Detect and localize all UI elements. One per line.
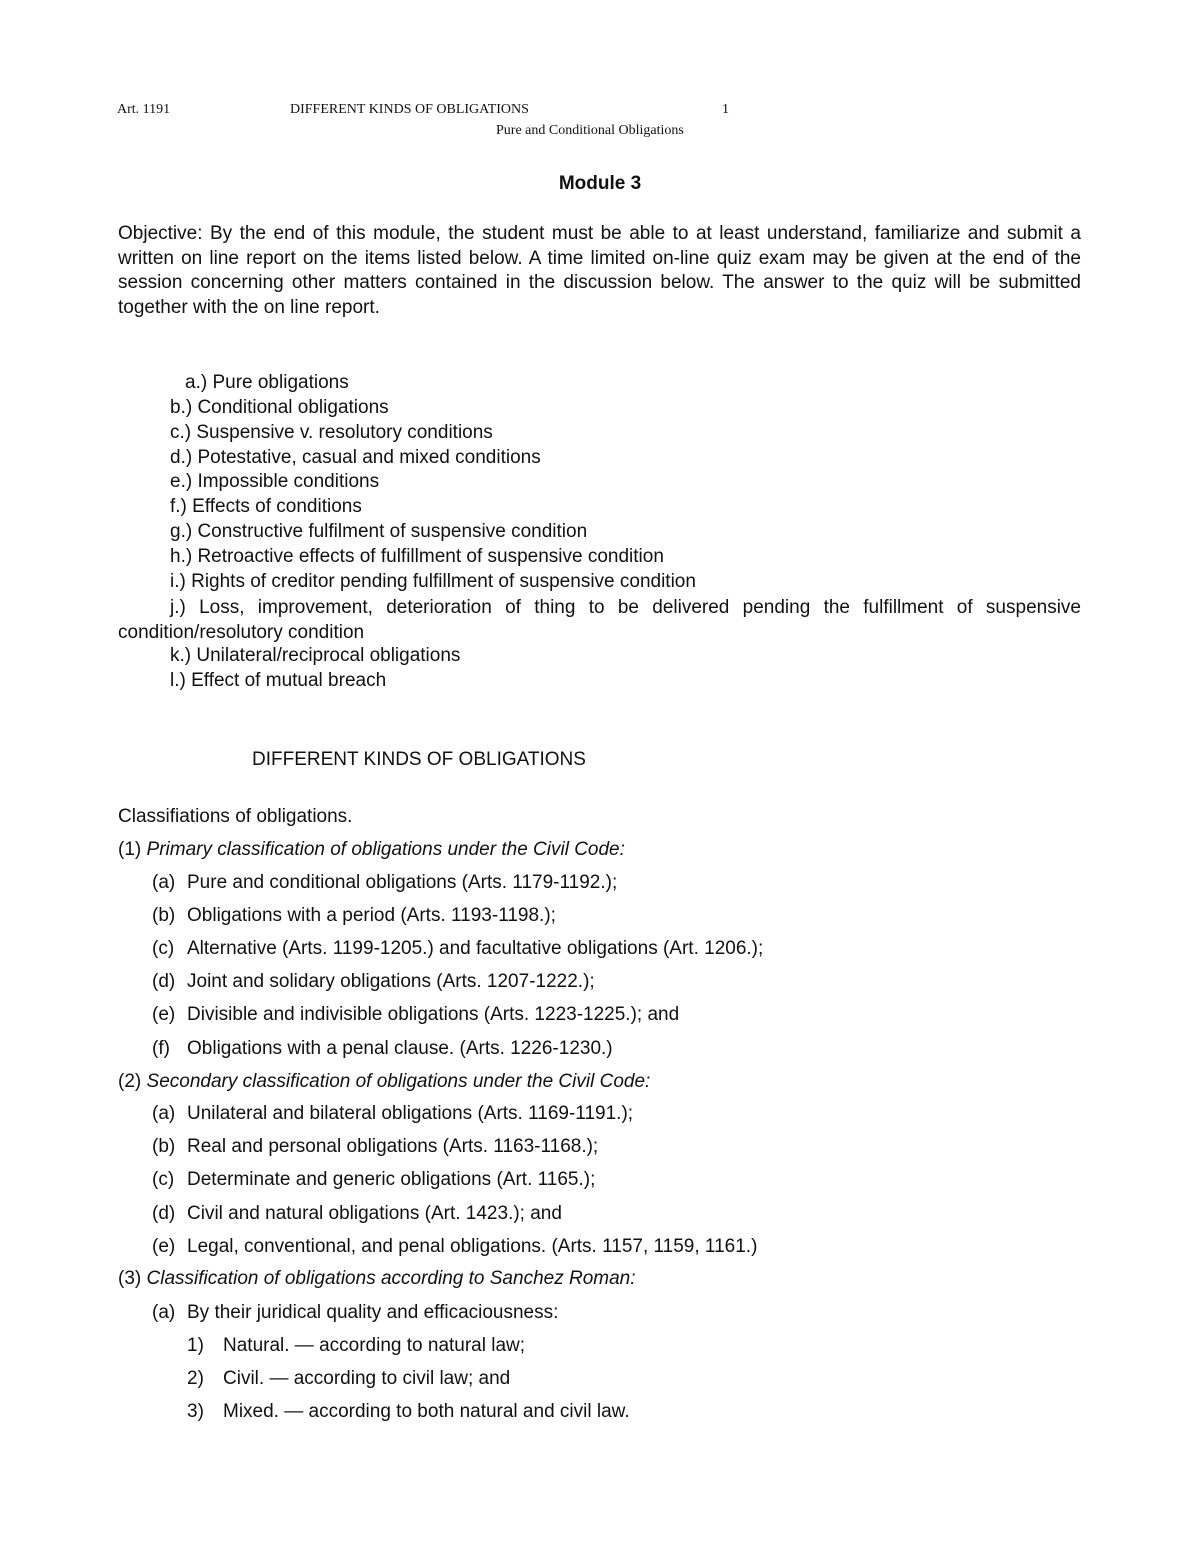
topic-item: b.) Conditional obligations xyxy=(170,397,389,418)
section-heading: DIFFERENT KINDS OF OBLIGATIONS xyxy=(252,749,586,770)
topic-item: i.) Rights of creditor pending fulfillment of suspensive condition xyxy=(170,571,696,592)
classification-heading xyxy=(118,1071,650,1093)
list-item: (c) Alternative (Arts. 1199-1205.) and facultative obligations (Art. 1206.); xyxy=(152,938,764,959)
list-item: (d) Civil and natural obligations (Art. 1423.); and xyxy=(152,1203,562,1224)
classification-number: (1) xyxy=(118,839,142,860)
header-article: Art. 1191 xyxy=(117,102,171,117)
list-item: (e) Legal, conventional, and penal obligations. (Arts. 1157, 1159, 1161.) xyxy=(152,1236,758,1257)
header-page-number: 1 xyxy=(722,102,729,117)
list-item: (a) By their juridical quality and efficaciousness: xyxy=(152,1302,559,1323)
list-item: (e) Divisible and indivisible obligations (Arts. 1223-1225.); and xyxy=(152,1004,680,1025)
objective-paragraph: Objective: By the end of this module, the student must be able to at least understand, familiarize and submit a written on line report on the items listed below. A time limited on-line quiz exam may be given at the end of the session concerning other matters contained in the discussion below. The answer to the quiz will be submitted together with the on line report. xyxy=(118,223,1081,318)
topic-item: k.) Unilateral/reciprocal obligations xyxy=(170,645,461,666)
classification-heading xyxy=(118,1268,636,1290)
classification-heading xyxy=(118,839,625,861)
classification-title: Secondary classification of obligations under the Civil Code: xyxy=(146,1071,651,1092)
sub-list-item: 3) Mixed. — according to both natural and civil law. xyxy=(187,1401,630,1422)
topic-item: j.) Loss, improvement, deterioration of thing to be delivered pending the fulfillment of suspensive condition/resolutory condition xyxy=(118,597,1081,643)
topic-item: l.) Effect of mutual breach xyxy=(170,670,387,691)
list-item: (a) Pure and conditional obligations (Arts. 1179-1192.); xyxy=(152,872,618,893)
topic-item: f.) Effects of conditions xyxy=(170,496,362,517)
sub-list-item: 2) Civil. — according to civil law; and xyxy=(187,1368,511,1389)
classification-number: (2) xyxy=(118,1071,142,1092)
list-item: (f) Obligations with a penal clause. (Arts. 1226-1230.) xyxy=(152,1038,613,1059)
topic-item: g.) Constructive fulfilment of suspensive condition xyxy=(170,521,588,542)
list-item: (a) Unilateral and bilateral obligations (Arts. 1169-1191.); xyxy=(152,1103,634,1124)
topic-item: h.) Retroactive effects of fulfillment of suspensive condition xyxy=(170,546,664,567)
classification-number: (3) xyxy=(118,1268,142,1289)
header-subtitle: Pure and Conditional Obligations xyxy=(496,123,684,138)
topic-item: a.) Pure obligations xyxy=(185,372,349,393)
list-item: (b) Obligations with a period (Arts. 1193-1198.); xyxy=(152,905,556,926)
header-title: DIFFERENT KINDS OF OBLIGATIONS xyxy=(290,102,529,117)
list-item: (b) Real and personal obligations (Arts. 1163-1168.); xyxy=(152,1136,599,1157)
sub-list-item: 1) Natural. — according to natural law; xyxy=(187,1335,526,1356)
module-title: Module 3 xyxy=(558,173,642,194)
topic-item: c.) Suspensive v. resolutory conditions xyxy=(170,422,493,443)
topic-item: e.) Impossible conditions xyxy=(170,471,380,492)
classification-title: Primary classification of obligations under the Civil Code: xyxy=(146,839,625,860)
classification-title: Classification of obligations according to Sanchez Roman: xyxy=(146,1268,636,1289)
list-item: (d) Joint and solidary obligations (Arts. 1207-1222.); xyxy=(152,971,595,992)
list-item: (c) Determinate and generic obligations (Art. 1165.); xyxy=(152,1169,596,1190)
topic-item: d.) Potestative, casual and mixed conditions xyxy=(170,447,541,468)
classifications-intro: Classifiations of obligations. xyxy=(118,806,353,827)
